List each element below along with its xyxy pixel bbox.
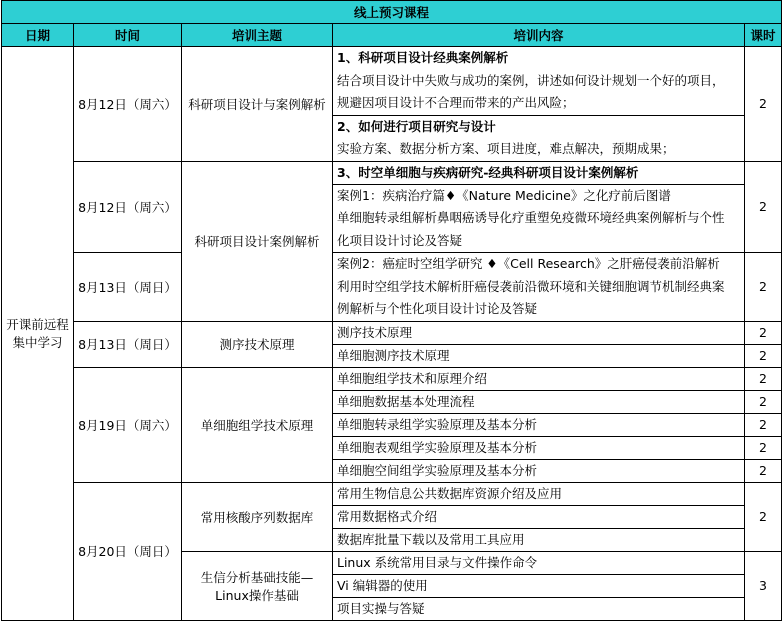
content-item: 常用生物信息公共数据库资源介绍及应用 [333, 482, 745, 505]
content-item: Linux 系统常用目录与文件操作命令 [333, 551, 745, 574]
time-cell: 8月12日（周六） [74, 161, 182, 253]
content-cell [333, 161, 745, 184]
time-cell: 8月20日（周日） [74, 482, 182, 620]
content-heading: 1、科研项目设计经典案例解析 [337, 50, 509, 65]
content-item: 单细胞转录组学实验原理及基本分析 [333, 413, 745, 436]
content-line: 案例1：疾病治疗篇♦《Nature Medicine》之化疗前后图谱 [337, 187, 671, 203]
header-theme: 培训主题 [182, 24, 333, 47]
hours-cell: 2 [745, 321, 782, 344]
content-item: 项目实操与答疑 [333, 597, 745, 620]
content-heading: 2、如何进行项目研究与设计 [337, 118, 496, 134]
hours-cell: 2 [745, 47, 782, 162]
theme-cell: 测序技术原理 [182, 321, 333, 367]
date-label: 开课前远程集中学习 [6, 317, 69, 351]
header-content: 培训内容 [333, 24, 745, 47]
time-cell: 8月13日（周日） [74, 253, 182, 322]
content-item: 数据库批量下载以及常用工具应用 [333, 528, 745, 551]
date-cell [2, 47, 74, 621]
theme-cell: 科研项目设计案例解析 [182, 161, 333, 321]
content-item: 测序技术原理 [333, 321, 745, 344]
content-item: 单细胞测序技术原理 [333, 344, 745, 367]
header-hours: 课时 [745, 24, 782, 47]
theme-cell: 单细胞组学技术原理 [182, 367, 333, 482]
content-heading: 3、时空单细胞与疾病研究-经典科研项目设计案例解析 [337, 164, 639, 180]
content-cell [333, 253, 745, 322]
content-item: 常用数据格式介绍 [333, 505, 745, 528]
hours-cell: 2 [745, 367, 782, 390]
content-line: 实验方案、数据分析方案、项目进度，难点解决，预期成果； [337, 141, 675, 156]
schedule-table [1, 0, 782, 621]
content-line: 案例2：癌症时空组学研究 ♦《Cell Research》之肝癌侵袭前沿解析 [337, 256, 720, 271]
hours-cell: 3 [745, 551, 782, 620]
content-item: 单细胞数据基本处理流程 [333, 390, 745, 413]
content-cell [333, 184, 745, 253]
hours-cell: 2 [745, 253, 782, 322]
content-line: 利用时空组学技术解析肝癌侵袭前沿微环境和关键细胞调节机制经典案 [337, 278, 725, 294]
hours-cell: 2 [745, 413, 782, 436]
header-date: 日期 [2, 24, 74, 47]
content-line: 结合项目设计中失败与成功的案例，讲述如何设计规划一个好的项目， [337, 72, 725, 88]
hours-cell: 2 [745, 344, 782, 367]
content-cell [333, 115, 745, 161]
time-cell: 8月13日（周日） [74, 321, 182, 367]
theme-cell: 常用核酸序列数据库 [182, 482, 333, 551]
content-line: 化项目设计讨论及答疑 [337, 232, 463, 248]
theme-line: 生信分析基础技能— [200, 569, 314, 585]
content-line: 单细胞转录组解析鼻咽癌诱导化疗重塑免疫微环境经典案例解析与个性 [337, 210, 725, 225]
time-cell: 8月12日（周六） [74, 47, 182, 162]
content-line: 规避因项目设计不合理而带来的产出风险； [337, 95, 575, 110]
content-item: 单细胞组学技术和原理介绍 [333, 367, 745, 390]
theme-line: Linux操作基础 [215, 587, 299, 603]
table-title: 线上预习课程 [2, 1, 782, 24]
hours-cell: 2 [745, 161, 782, 253]
hours-cell: 2 [745, 459, 782, 482]
hours-cell: 2 [745, 390, 782, 413]
content-item: 单细胞表观组学实验原理及基本分析 [333, 436, 745, 459]
content-line: 例解析与个性化项目设计讨论及答疑 [337, 301, 538, 316]
content-item: Vi 编辑器的使用 [333, 574, 745, 597]
theme-cell: 科研项目设计与案例解析 [182, 47, 333, 162]
hours-cell: 2 [745, 436, 782, 459]
time-cell: 8月19日（周六） [74, 367, 182, 482]
hours-cell: 2 [745, 482, 782, 551]
header-time: 时间 [74, 24, 182, 47]
content-item: 单细胞空间组学实验原理及基本分析 [333, 459, 745, 482]
content-cell [333, 47, 745, 116]
theme-cell [182, 551, 333, 620]
